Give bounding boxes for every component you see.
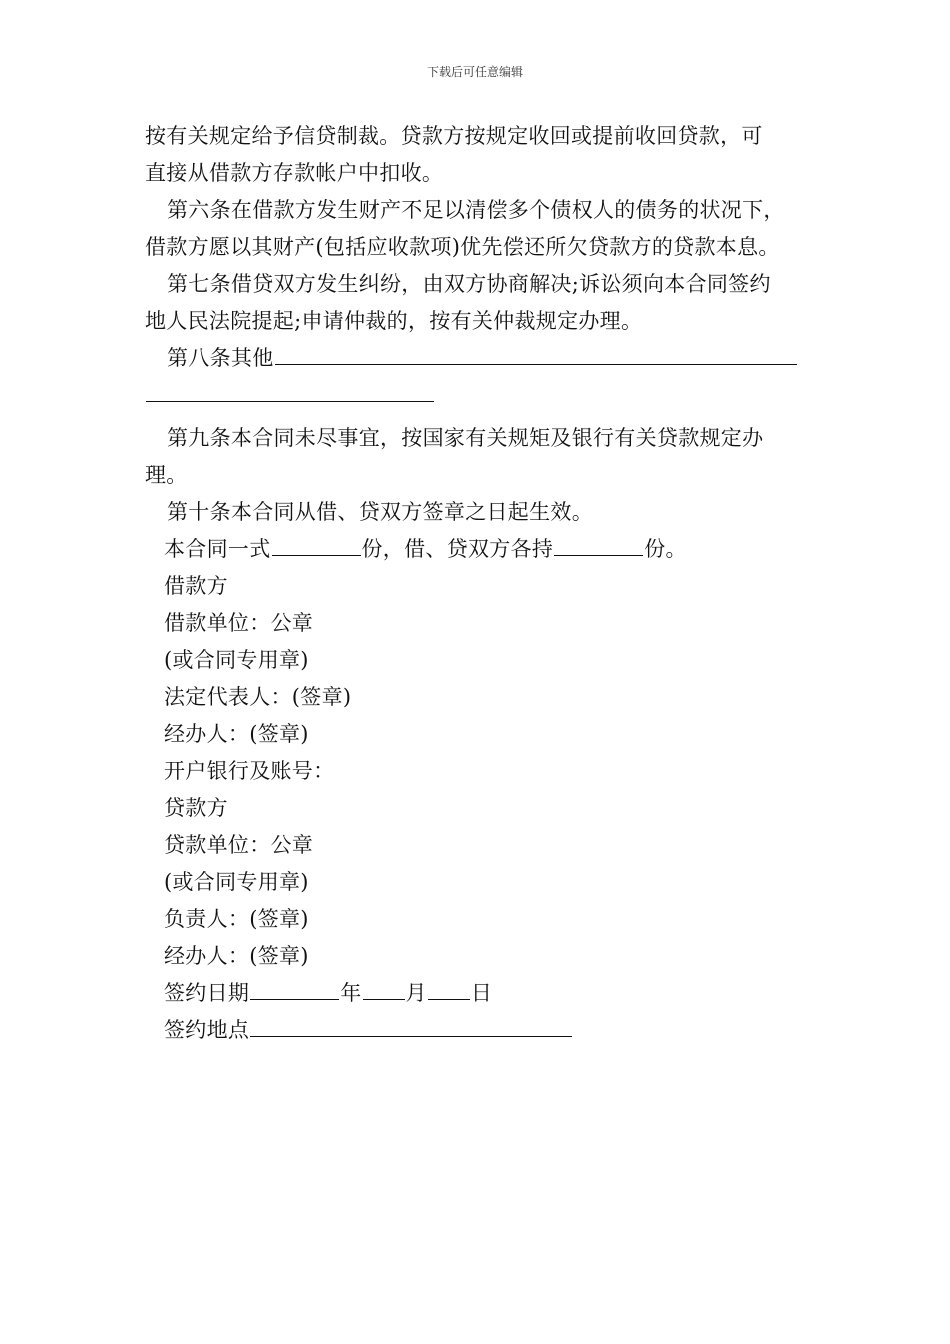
- signing-date-line: [145, 975, 815, 1012]
- month-blank[interactable]: [363, 977, 405, 1000]
- day-blank[interactable]: [428, 977, 470, 1000]
- article-ten: 第十条本合同从借、贷双方签章之日起生效。: [167, 500, 593, 524]
- year-label: 年: [340, 981, 362, 1005]
- article-eight-continuation: [145, 377, 815, 414]
- article-six-line: 第六条在借款方发生财产不足以清偿多个债权人的债务的状况下，: [167, 198, 785, 222]
- total-copies-blank[interactable]: [272, 533, 361, 556]
- other-terms-blank[interactable]: [275, 342, 797, 365]
- article-nine-line: 理。: [145, 463, 188, 487]
- borrower-seal: (或合同专用章): [164, 648, 309, 672]
- borrower-bank-account: 开户银行及账号：: [164, 759, 335, 783]
- page-header: 下载后可任意编辑: [426, 65, 523, 79]
- article-seven-line: 第七条借贷双方发生纠纷，由双方协商解决;诉讼须向本合同签约: [167, 272, 771, 296]
- copies-label: 份，借、贷双方各持: [361, 537, 554, 561]
- copies-line: [145, 531, 815, 568]
- paragraph-line: 直接从借款方存款帐户中扣收。: [145, 161, 444, 185]
- other-terms-blank-continued[interactable]: [146, 379, 434, 402]
- each-party-copies-blank[interactable]: [554, 533, 643, 556]
- copies-label: 份。: [644, 537, 687, 561]
- signing-place-label: 签约地点: [164, 1018, 250, 1042]
- month-label: 月: [405, 981, 427, 1005]
- lender-agent: 经办人：(签章): [164, 944, 309, 968]
- paragraph-line: 按有关规定给予信贷制裁。贷款方按规定收回或提前收回贷款，可: [145, 124, 763, 148]
- borrower-title: 借款方: [164, 574, 228, 598]
- article-six-line: 借款方愿以其财产(包括应收款项)优先偿还所欠贷款方的贷款本息。: [145, 235, 780, 259]
- lender-title: 贷款方: [164, 796, 228, 820]
- lender-unit: 贷款单位：公章: [164, 833, 314, 857]
- borrower-representative: 法定代表人：(签章): [164, 685, 352, 709]
- article-eight-label: 第八条其他: [167, 346, 274, 370]
- lender-head: 负责人：(签章): [164, 907, 309, 931]
- borrower-agent: 经办人：(签章): [164, 722, 309, 746]
- year-blank[interactable]: [250, 977, 339, 1000]
- signing-place-line: [145, 1012, 815, 1049]
- signing-date-label: 签约日期: [164, 981, 250, 1005]
- day-label: 日: [470, 981, 493, 1005]
- copies-label: 本合同一式: [164, 537, 271, 561]
- borrower-unit: 借款单位：公章: [164, 611, 314, 635]
- lender-seal: (或合同专用章): [164, 870, 309, 894]
- signing-place-blank[interactable]: [250, 1014, 572, 1037]
- article-seven-line: 地人民法院提起;申请仲裁的，按有关仲裁规定办理。: [145, 309, 643, 333]
- article-nine-line: 第九条本合同未尽事宜，按国家有关规矩及银行有关贷款规定办: [167, 426, 764, 450]
- article-eight: [145, 340, 815, 377]
- contract-body: [145, 118, 815, 1049]
